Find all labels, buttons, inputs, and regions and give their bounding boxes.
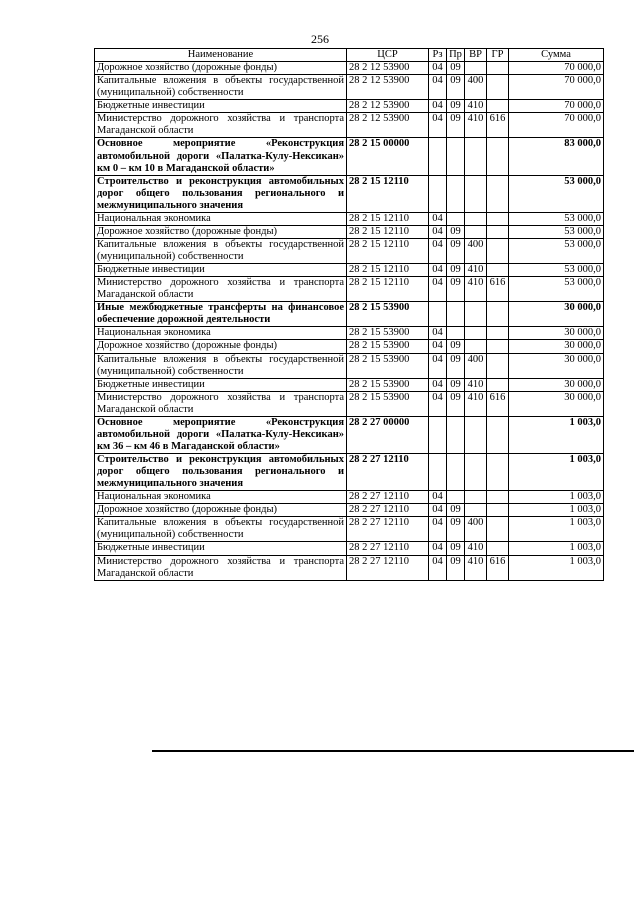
cell-name: Строительство и реконструкция автомобильных дорог общего пользования регионального и межмуниципального значения bbox=[95, 175, 347, 212]
cell-sum: 53 000,0 bbox=[509, 175, 604, 212]
cell-gr bbox=[487, 517, 509, 542]
table-row bbox=[95, 225, 604, 238]
cell-rz bbox=[429, 138, 447, 175]
cell-gr bbox=[487, 225, 509, 238]
cell-pr: 09 bbox=[447, 391, 465, 416]
cell-gr bbox=[487, 302, 509, 327]
cell-vr bbox=[465, 340, 487, 353]
cell-rz: 04 bbox=[429, 212, 447, 225]
cell-rz: 04 bbox=[429, 542, 447, 555]
cell-vr bbox=[465, 62, 487, 75]
cell-vr bbox=[465, 504, 487, 517]
table-row bbox=[95, 416, 604, 453]
cell-gr: 616 bbox=[487, 391, 509, 416]
cell-pr: 09 bbox=[447, 378, 465, 391]
header-rz: Рз bbox=[429, 49, 447, 62]
cell-name: Основное мероприятие «Реконструкция автомобильной дороги «Палатка-Кулу-Нексикан» км 36 – км 46 в Магаданской области» bbox=[95, 416, 347, 453]
table-row bbox=[95, 504, 604, 517]
cell-sum: 53 000,0 bbox=[509, 277, 604, 302]
cell-csr: 28 2 15 12110 bbox=[347, 238, 429, 263]
cell-pr bbox=[447, 212, 465, 225]
table-row bbox=[95, 353, 604, 378]
cell-vr bbox=[465, 491, 487, 504]
cell-gr bbox=[487, 340, 509, 353]
cell-csr: 28 2 15 12110 bbox=[347, 225, 429, 238]
cell-sum: 70 000,0 bbox=[509, 113, 604, 138]
cell-pr: 09 bbox=[447, 353, 465, 378]
cell-gr bbox=[487, 327, 509, 340]
table-row bbox=[95, 238, 604, 263]
table-row bbox=[95, 542, 604, 555]
cell-name: Министерство дорожного хозяйства и транспорта Магаданской области bbox=[95, 113, 347, 138]
cell-vr: 410 bbox=[465, 100, 487, 113]
table-row bbox=[95, 454, 604, 491]
cell-pr: 09 bbox=[447, 62, 465, 75]
cell-csr: 28 2 15 12110 bbox=[347, 212, 429, 225]
cell-gr bbox=[487, 353, 509, 378]
cell-pr: 09 bbox=[447, 340, 465, 353]
cell-csr: 28 2 15 12110 bbox=[347, 175, 429, 212]
cell-pr bbox=[447, 327, 465, 340]
cell-vr: 410 bbox=[465, 277, 487, 302]
cell-gr: 616 bbox=[487, 555, 509, 580]
cell-vr: 410 bbox=[465, 113, 487, 138]
cell-name: Бюджетные инвестиции bbox=[95, 264, 347, 277]
table-row bbox=[95, 340, 604, 353]
cell-rz: 04 bbox=[429, 391, 447, 416]
cell-sum: 30 000,0 bbox=[509, 378, 604, 391]
cell-csr: 28 2 27 12110 bbox=[347, 555, 429, 580]
cell-rz: 04 bbox=[429, 225, 447, 238]
cell-vr: 400 bbox=[465, 75, 487, 100]
cell-sum: 1 003,0 bbox=[509, 454, 604, 491]
cell-pr: 09 bbox=[447, 75, 465, 100]
cell-sum: 30 000,0 bbox=[509, 391, 604, 416]
cell-vr bbox=[465, 175, 487, 212]
cell-name: Капитальные вложения в объекты государственной (муниципальной) собственности bbox=[95, 75, 347, 100]
header-gr: ГР bbox=[487, 49, 509, 62]
cell-vr bbox=[465, 327, 487, 340]
cell-gr bbox=[487, 138, 509, 175]
cell-sum: 53 000,0 bbox=[509, 212, 604, 225]
cell-name: Капитальные вложения в объекты государственной (муниципальной) собственности bbox=[95, 517, 347, 542]
cell-gr bbox=[487, 75, 509, 100]
cell-pr bbox=[447, 416, 465, 453]
cell-sum: 53 000,0 bbox=[509, 225, 604, 238]
cell-pr: 09 bbox=[447, 264, 465, 277]
cell-name: Бюджетные инвестиции bbox=[95, 378, 347, 391]
cell-pr: 09 bbox=[447, 542, 465, 555]
cell-sum: 1 003,0 bbox=[509, 555, 604, 580]
cell-vr bbox=[465, 302, 487, 327]
cell-csr: 28 2 27 12110 bbox=[347, 454, 429, 491]
cell-rz: 04 bbox=[429, 264, 447, 277]
cell-gr bbox=[487, 264, 509, 277]
cell-vr bbox=[465, 212, 487, 225]
cell-gr bbox=[487, 175, 509, 212]
cell-pr: 09 bbox=[447, 277, 465, 302]
table-row bbox=[95, 62, 604, 75]
table-row bbox=[95, 302, 604, 327]
cell-gr bbox=[487, 212, 509, 225]
cell-vr: 410 bbox=[465, 555, 487, 580]
cell-name: Бюджетные инвестиции bbox=[95, 542, 347, 555]
cell-name: Основное мероприятие «Реконструкция автомобильной дороги «Палатка-Кулу-Нексикан» км 0 – км 10 в Магаданской области» bbox=[95, 138, 347, 175]
table-row bbox=[95, 555, 604, 580]
cell-csr: 28 2 15 53900 bbox=[347, 378, 429, 391]
cell-sum: 1 003,0 bbox=[509, 416, 604, 453]
cell-rz: 04 bbox=[429, 340, 447, 353]
cell-vr: 410 bbox=[465, 264, 487, 277]
cell-csr: 28 2 12 53900 bbox=[347, 75, 429, 100]
cell-rz: 04 bbox=[429, 75, 447, 100]
cell-name: Национальная экономика bbox=[95, 212, 347, 225]
cell-vr: 410 bbox=[465, 378, 487, 391]
cell-rz: 04 bbox=[429, 113, 447, 138]
cell-sum: 1 003,0 bbox=[509, 491, 604, 504]
cell-name: Министерство дорожного хозяйства и транспорта Магаданской области bbox=[95, 555, 347, 580]
cell-rz: 04 bbox=[429, 238, 447, 263]
cell-rz bbox=[429, 175, 447, 212]
cell-rz bbox=[429, 454, 447, 491]
cell-rz bbox=[429, 302, 447, 327]
cell-pr: 09 bbox=[447, 225, 465, 238]
cell-sum: 70 000,0 bbox=[509, 75, 604, 100]
cell-rz: 04 bbox=[429, 504, 447, 517]
cell-gr bbox=[487, 100, 509, 113]
cell-sum: 53 000,0 bbox=[509, 238, 604, 263]
table-row bbox=[95, 391, 604, 416]
cell-gr bbox=[487, 378, 509, 391]
cell-csr: 28 2 27 12110 bbox=[347, 491, 429, 504]
cell-rz: 04 bbox=[429, 327, 447, 340]
table-row bbox=[95, 113, 604, 138]
cell-csr: 28 2 15 53900 bbox=[347, 340, 429, 353]
cell-rz: 04 bbox=[429, 100, 447, 113]
cell-pr: 09 bbox=[447, 238, 465, 263]
cell-pr: 09 bbox=[447, 113, 465, 138]
cell-csr: 28 2 15 00000 bbox=[347, 138, 429, 175]
cell-rz: 04 bbox=[429, 491, 447, 504]
table-row bbox=[95, 378, 604, 391]
cell-csr: 28 2 27 12110 bbox=[347, 542, 429, 555]
table-row bbox=[95, 517, 604, 542]
cell-sum: 30 000,0 bbox=[509, 353, 604, 378]
cell-pr: 09 bbox=[447, 517, 465, 542]
cell-csr: 28 2 27 00000 bbox=[347, 416, 429, 453]
cell-sum: 53 000,0 bbox=[509, 264, 604, 277]
cell-sum: 1 003,0 bbox=[509, 542, 604, 555]
cell-vr: 400 bbox=[465, 353, 487, 378]
header-sum: Сумма bbox=[509, 49, 604, 62]
cell-rz: 04 bbox=[429, 378, 447, 391]
cell-name: Дорожное хозяйство (дорожные фонды) bbox=[95, 62, 347, 75]
cell-csr: 28 2 15 53900 bbox=[347, 353, 429, 378]
cell-vr: 410 bbox=[465, 542, 487, 555]
table-header-row bbox=[95, 49, 604, 62]
footer-divider bbox=[152, 750, 634, 752]
cell-name: Бюджетные инвестиции bbox=[95, 100, 347, 113]
cell-csr: 28 2 12 53900 bbox=[347, 113, 429, 138]
header-pr: Пр bbox=[447, 49, 465, 62]
budget-table bbox=[94, 48, 604, 581]
cell-sum: 30 000,0 bbox=[509, 302, 604, 327]
cell-pr bbox=[447, 138, 465, 175]
header-csr: ЦСР bbox=[347, 49, 429, 62]
cell-csr: 28 2 15 53900 bbox=[347, 327, 429, 340]
cell-name: Дорожное хозяйство (дорожные фонды) bbox=[95, 225, 347, 238]
cell-vr: 400 bbox=[465, 238, 487, 263]
cell-sum: 1 003,0 bbox=[509, 517, 604, 542]
cell-pr bbox=[447, 175, 465, 212]
table-row bbox=[95, 264, 604, 277]
cell-pr bbox=[447, 302, 465, 327]
cell-rz bbox=[429, 416, 447, 453]
cell-sum: 1 003,0 bbox=[509, 504, 604, 517]
table-row bbox=[95, 277, 604, 302]
cell-vr: 410 bbox=[465, 391, 487, 416]
cell-rz: 04 bbox=[429, 517, 447, 542]
cell-gr bbox=[487, 62, 509, 75]
cell-vr bbox=[465, 416, 487, 453]
cell-name: Иные межбюджетные трансферты на финансовое обеспечение дорожной деятельности bbox=[95, 302, 347, 327]
cell-vr bbox=[465, 454, 487, 491]
cell-sum: 30 000,0 bbox=[509, 340, 604, 353]
cell-gr bbox=[487, 542, 509, 555]
cell-pr: 09 bbox=[447, 100, 465, 113]
cell-csr: 28 2 15 12110 bbox=[347, 277, 429, 302]
cell-sum: 30 000,0 bbox=[509, 327, 604, 340]
cell-rz: 04 bbox=[429, 353, 447, 378]
cell-sum: 70 000,0 bbox=[509, 100, 604, 113]
cell-rz: 04 bbox=[429, 555, 447, 580]
cell-gr bbox=[487, 238, 509, 263]
cell-vr bbox=[465, 138, 487, 175]
cell-csr: 28 2 12 53900 bbox=[347, 100, 429, 113]
table-body bbox=[95, 62, 604, 581]
cell-gr bbox=[487, 504, 509, 517]
table-row bbox=[95, 138, 604, 175]
page-number: 256 bbox=[311, 32, 329, 46]
cell-sum: 70 000,0 bbox=[509, 62, 604, 75]
header-vr: ВР bbox=[465, 49, 487, 62]
cell-name: Дорожное хозяйство (дорожные фонды) bbox=[95, 504, 347, 517]
cell-pr: 09 bbox=[447, 555, 465, 580]
cell-name: Министерство дорожного хозяйства и транспорта Магаданской области bbox=[95, 391, 347, 416]
cell-sum: 83 000,0 bbox=[509, 138, 604, 175]
cell-csr: 28 2 27 12110 bbox=[347, 517, 429, 542]
cell-gr: 616 bbox=[487, 113, 509, 138]
cell-rz: 04 bbox=[429, 62, 447, 75]
cell-csr: 28 2 12 53900 bbox=[347, 62, 429, 75]
cell-csr: 28 2 27 12110 bbox=[347, 504, 429, 517]
table-row bbox=[95, 212, 604, 225]
cell-pr bbox=[447, 491, 465, 504]
cell-csr: 28 2 15 12110 bbox=[347, 264, 429, 277]
cell-pr bbox=[447, 454, 465, 491]
cell-csr: 28 2 15 53900 bbox=[347, 391, 429, 416]
table-row bbox=[95, 75, 604, 100]
cell-name: Строительство и реконструкция автомобильных дорог общего пользования регионального и межмуниципального значения bbox=[95, 454, 347, 491]
cell-name: Национальная экономика bbox=[95, 491, 347, 504]
table-row bbox=[95, 100, 604, 113]
cell-vr bbox=[465, 225, 487, 238]
cell-gr bbox=[487, 416, 509, 453]
cell-gr bbox=[487, 454, 509, 491]
cell-csr: 28 2 15 53900 bbox=[347, 302, 429, 327]
table-row bbox=[95, 491, 604, 504]
cell-pr: 09 bbox=[447, 504, 465, 517]
cell-rz: 04 bbox=[429, 277, 447, 302]
cell-vr: 400 bbox=[465, 517, 487, 542]
cell-gr bbox=[487, 491, 509, 504]
cell-gr: 616 bbox=[487, 277, 509, 302]
table-row bbox=[95, 327, 604, 340]
cell-name: Министерство дорожного хозяйства и транспорта Магаданской области bbox=[95, 277, 347, 302]
cell-name: Капитальные вложения в объекты государственной (муниципальной) собственности bbox=[95, 353, 347, 378]
table-row bbox=[95, 175, 604, 212]
header-name: Наименование bbox=[95, 49, 347, 62]
cell-name: Капитальные вложения в объекты государственной (муниципальной) собственности bbox=[95, 238, 347, 263]
cell-name: Национальная экономика bbox=[95, 327, 347, 340]
cell-name: Дорожное хозяйство (дорожные фонды) bbox=[95, 340, 347, 353]
